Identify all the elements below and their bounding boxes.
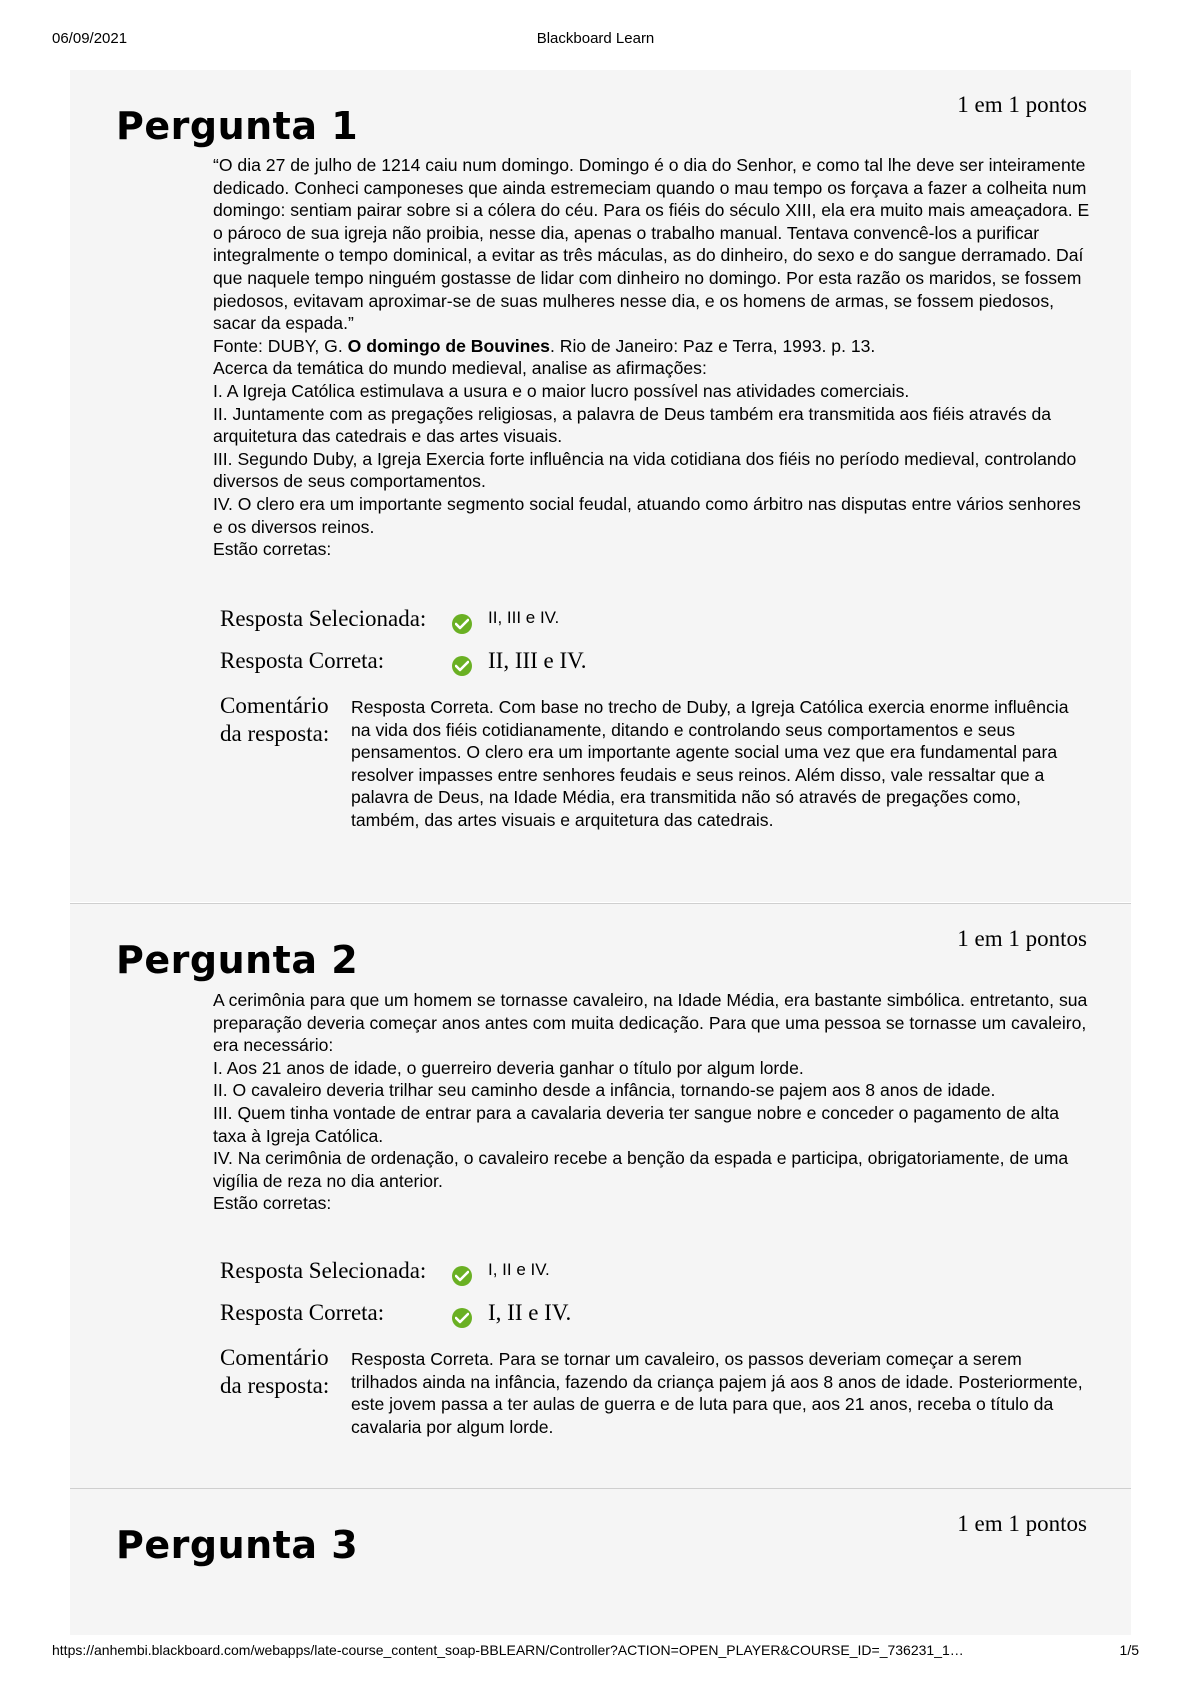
- question-text: [213, 989, 1093, 1215]
- question-text: [213, 154, 1093, 561]
- statement-3: III. Quem tinha vontade de entrar para a cavalaria deveria ter sangue nobre e conceder o pagamento de alta taxa à Igreja Católica.: [213, 1102, 1060, 1146]
- print-url[interactable]: https://anhembi.blackboard.com/webapps/late-course_content_soap-BBLEARN/Controller?ACTION=OPEN_PLAYER&COURSE_ID=_736231_1…: [52, 1642, 964, 1658]
- statement-4: IV. O clero era um importante segmento social feudal, atuando como árbitro nas disputas entre vários senhores e os diversos reinos.: [213, 493, 1081, 537]
- selected-answer-label: Resposta Selecionada:: [220, 606, 427, 631]
- print-footer: [0, 1642, 1191, 1666]
- question-source: Fonte: DUBY, G. O domingo de Bouvines. Rio de Janeiro: Paz e Terra, 1993. p. 13.: [213, 335, 876, 356]
- print-title: Blackboard Learn: [536, 30, 655, 47]
- comment-text: Resposta Correta. Para se tornar um cavaleiro, os passos deveriam começar a serem trilhados ainda na infância, fazendo da criança pajem já aos 8 anos de idade. Posteriormente, este jovem passa a ter aulas de guerra e de luta para que, aos 21 anos, receba o título da cavalaria por algum lorde.: [351, 1349, 1083, 1437]
- question-quote: “O dia 27 de julho de 1214 caiu num domingo. Domingo é o dia do Senhor, e como tal lhe deve ser inteiramente dedicado. Conheci camponeses que ainda estremeciam quando o mau tempo os forçava a fazer a colheita num domingo: sentiam pairar sobre si a cólera do céu. Para os fiéis do século XIII, ela era muito mais ameaçadora. E o pároco de sua igreja não proibia, nesse dia, apenas o trabalho manual. Tentava convencê-los a purificar integralmente o tempo dominical, a evitar as três máculas, as do dinheiro, do sexo e do sangue derramado. Daí que naquele tempo ninguém gostasse de lidar com dinheiro no domingo. Por esta razão os maridos, se fossem piedosos, evitavam aproximar-se de suas mulheres nesse dia, e os homens de armas, se fossem piedosos, sacar da espada.”: [213, 155, 1090, 334]
- comment-label: Comentário da resposta:: [220, 1345, 330, 1398]
- check-circle-icon: [452, 614, 472, 634]
- print-header: [0, 28, 1191, 52]
- selected-answer-value: I, II e IV.: [488, 1260, 550, 1279]
- points-label: 1 em 1 pontos: [957, 1511, 1087, 1536]
- check-circle-icon: [452, 656, 472, 676]
- question-closing: Estão corretas:: [213, 539, 332, 560]
- correct-answer-value: II, III e IV.: [488, 648, 587, 673]
- question-intro: Acerca da temática do mundo medieval, analise as afirmações:: [213, 358, 707, 379]
- question-title: Pergunta 2: [116, 938, 359, 982]
- comment-label: Comentário da resposta:: [220, 693, 330, 746]
- correct-answer-label: Resposta Correta:: [220, 1300, 385, 1325]
- selected-answer-value: II, III e IV.: [488, 608, 560, 627]
- statement-2: II. O cavaleiro deveria trilhar seu caminho desde a infância, tornando-se pajem aos 8 anos de idade.: [213, 1080, 996, 1101]
- statement-2: II. Juntamente com as pregações religiosas, a palavra de Deus também era transmitida aos fiéis através da arquitetura das catedrais e das artes visuais.: [213, 403, 1052, 447]
- question-title: Pergunta 1: [116, 104, 359, 148]
- question-intro: A cerimônia para que um homem se tornasse cavaleiro, na Idade Média, era bastante simbólica. entretanto, sua preparação deveria começar anos antes com muita dedicação. Para que uma pessoa se tornasse um cavaleiro, era necessário:: [213, 990, 1088, 1056]
- comment-text: Resposta Correta. Com base no trecho de Duby, a Igreja Católica exercia enorme influência na vida dos fiéis cotidianamente, ditando e controlando seus comportamentos e seus pensamentos. O clero era um importante agente social uma vez que era fundamental para resolver impasses entre senhores feudais e seus reinos. Além disso, vale ressaltar que a palavra de Deus, na Idade Média, era transmitida não só através de pregações como, também, das artes visuais e arquitetura das catedrais.: [351, 697, 1069, 830]
- check-circle-icon: [452, 1308, 472, 1328]
- question-panel-1: [70, 70, 1131, 902]
- points-label: 1 em 1 pontos: [957, 92, 1087, 117]
- statement-4: IV. Na cerimônia de ordenação, o cavaleiro recebe a benção da espada e participa, obrigatoriamente, de uma vigília de reza no dia anterior.: [213, 1148, 1069, 1191]
- question-panel-2: [70, 903, 1131, 1488]
- statement-1: I. Aos 21 anos de idade, o guerreiro deveria ganhar o título por algum lorde.: [213, 1057, 804, 1078]
- print-page-number: 1/5: [1119, 1642, 1139, 1658]
- print-date: 06/09/2021: [52, 30, 128, 47]
- points-label: 1 em 1 pontos: [957, 926, 1087, 951]
- check-circle-icon: [452, 1266, 472, 1286]
- statement-1: I. A Igreja Católica estimulava a usura e o maior lucro possível nas atividades comerciais.: [213, 380, 910, 401]
- question-closing: Estão corretas:: [213, 1193, 332, 1214]
- correct-answer-value: I, II e IV.: [488, 1300, 572, 1325]
- question-title: Pergunta 3: [116, 1523, 359, 1567]
- statement-3: III. Segundo Duby, a Igreja Exercia forte influência na vida cotidiana dos fiéis no período medieval, controlando diversos de seus comportamentos.: [213, 448, 1077, 492]
- correct-answer-label: Resposta Correta:: [220, 648, 385, 673]
- question-panel-3: [70, 1488, 1131, 1635]
- source-book-title: O domingo de Bouvines: [347, 335, 550, 356]
- selected-answer-label: Resposta Selecionada:: [220, 1258, 427, 1283]
